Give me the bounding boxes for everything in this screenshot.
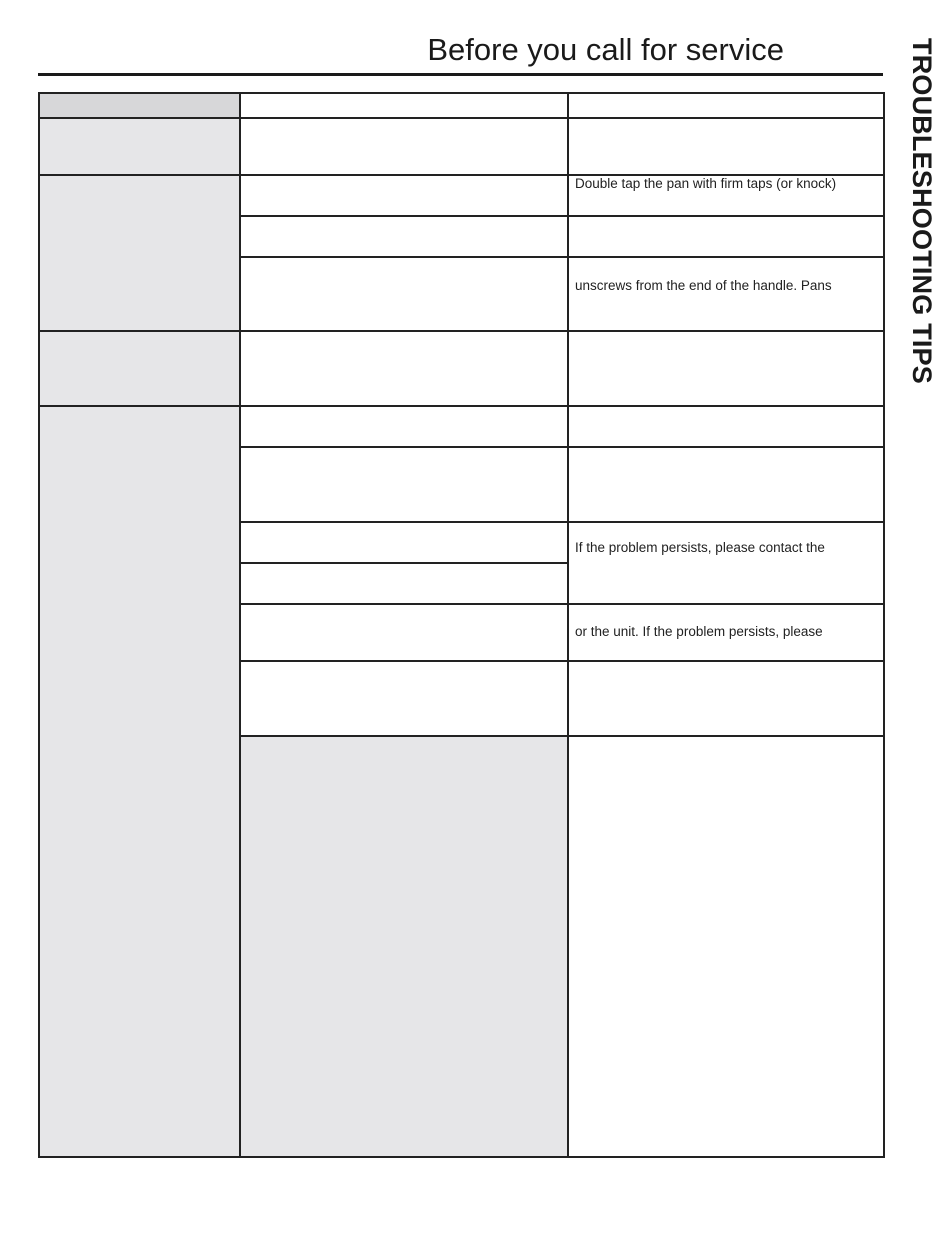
solution-cell — [568, 447, 884, 522]
solution-cell — [568, 118, 884, 175]
cause-cell — [240, 257, 568, 331]
solution-text: If the problem persists, please contact the — [575, 540, 825, 555]
title-divider — [38, 73, 883, 76]
cause-cell — [240, 522, 568, 563]
solution-cell: Double tap the pan with firm taps (or knock) — [568, 175, 884, 216]
table-row — [39, 175, 884, 216]
cause-cell — [240, 661, 568, 736]
cause-cell — [240, 447, 568, 522]
table-row — [39, 331, 884, 406]
cause-cell — [240, 216, 568, 257]
header-cause — [240, 93, 568, 118]
table-header-row — [39, 93, 884, 118]
cause-cell — [240, 406, 568, 447]
side-tab-label: TROUBLESHOOTING TIPS — [907, 38, 937, 385]
solution-cell — [568, 604, 884, 661]
solution-cell — [568, 257, 884, 331]
header-problem — [39, 93, 240, 118]
solution-cell — [568, 331, 884, 406]
solution-cell — [568, 216, 884, 257]
solution-text: unscrews from the end of the handle. Pans — [575, 278, 832, 293]
problem-cell — [39, 118, 240, 175]
problem-cell — [39, 331, 240, 406]
section-side-tab — [905, 38, 939, 458]
solution-text: or the unit. If the problem persists, please — [575, 624, 823, 639]
cause-cell — [240, 118, 568, 175]
solution-cell — [568, 661, 884, 736]
cause-cell — [240, 604, 568, 661]
problem-cell — [39, 406, 240, 1157]
troubleshooting-table — [38, 92, 885, 1158]
page-title: Before you call for service — [427, 32, 784, 67]
problem-cell — [240, 736, 568, 1157]
cause-cell — [240, 331, 568, 406]
cause-cell — [240, 563, 568, 604]
solution-cell — [568, 522, 884, 604]
cause-cell — [568, 736, 884, 1157]
problem-cell — [39, 175, 240, 331]
table-row — [39, 406, 884, 447]
solution-cell — [568, 406, 884, 447]
cause-cell — [240, 175, 568, 216]
table-row — [39, 118, 884, 175]
header-solution — [568, 93, 884, 118]
